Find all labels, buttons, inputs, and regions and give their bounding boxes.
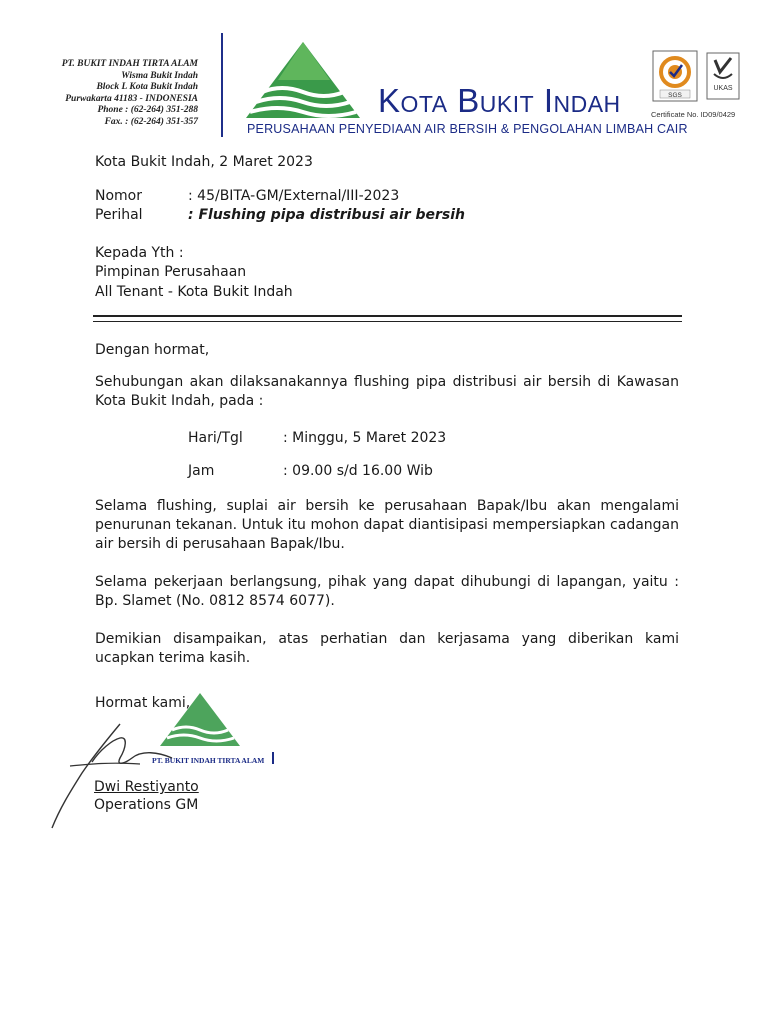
signer-title: Operations GM bbox=[94, 797, 199, 813]
closing-salutation: Hormat kami, bbox=[95, 695, 191, 711]
ukas-text: UKAS bbox=[713, 85, 733, 92]
certificate-number: Certificate No. ID09/0429 bbox=[651, 110, 736, 119]
iso-certification-logo bbox=[652, 50, 698, 102]
recipient-line: Kepada Yth : bbox=[95, 245, 184, 261]
paragraph-closing: Demikian disampaikan, atas perhatian dan kerjasama yang diberikan kami ucapkan terima kasih. bbox=[95, 631, 679, 666]
phone-line: Phone : (62-264) 351-288 bbox=[97, 105, 198, 115]
perihal-label: Perihal bbox=[95, 207, 143, 223]
separator-thick bbox=[93, 315, 682, 317]
jam-value: : 09.00 s/d 16.00 Wib bbox=[283, 463, 433, 479]
company-name: PT. BUKIT INDAH TIRTA ALAM bbox=[61, 59, 198, 69]
brand-name: Kota Bukit Indah bbox=[378, 82, 621, 119]
hari-label: Hari/Tgl bbox=[188, 430, 243, 446]
ukas-logo bbox=[706, 52, 740, 100]
greeting: Dengan hormat, bbox=[95, 342, 210, 358]
handwritten-signature bbox=[40, 718, 190, 833]
perihal-value: : Flushing pipa distribusi air bersih bbox=[188, 207, 466, 223]
hari-value: : Minggu, 5 Maret 2023 bbox=[283, 430, 447, 446]
paragraph-contact: Selama pekerjaan berlangsung, pihak yang dapat dihubungi di lapangan, yaitu : Bp. Slamet (No. 0812 8574 6077). bbox=[95, 574, 679, 609]
paragraph-pressure: Selama flushing, suplai air bersih ke perusahaan Bapak/Ibu akan mengalami penurunan tekanan. Untuk itu mohon dapat diantisipasi mempersiapkan cadangan air bersih di perusahaan Bapak/Ibu. bbox=[95, 498, 679, 552]
recipient-line: All Tenant - Kota Bukit Indah bbox=[95, 284, 293, 300]
recipient-line: Pimpinan Perusahaan bbox=[95, 264, 247, 280]
cert-badge-text: SGS bbox=[668, 92, 682, 99]
address-line: Purwakarta 41183 - INDONESIA bbox=[65, 93, 198, 104]
stamp-company-text: PT. BUKIT INDAH TIRTA ALAM bbox=[152, 756, 265, 765]
place-date: Kota Bukit Indah, 2 Maret 2023 bbox=[95, 154, 313, 170]
kota-bukit-indah-logo bbox=[244, 40, 362, 120]
company-tagline: PERUSAHAAN PENYEDIAAN AIR BERSIH & PENGOLAHAN LIMBAH CAIR bbox=[247, 122, 688, 136]
fax-line: Fax. : (62-264) 351-357 bbox=[104, 116, 198, 127]
address-line: Block L Kota Bukit Indah bbox=[96, 82, 198, 92]
address-line: Wisma Bukit Indah bbox=[121, 70, 198, 81]
nomor-value: : 45/BITA-GM/External/III-2023 bbox=[188, 188, 400, 204]
company-address-block bbox=[20, 59, 198, 128]
separator-thin bbox=[93, 321, 682, 322]
stamp-tick bbox=[272, 752, 274, 764]
nomor-label: Nomor bbox=[95, 188, 142, 204]
signer-name: Dwi Restiyanto bbox=[94, 779, 199, 795]
header-divider bbox=[221, 33, 223, 137]
jam-label: Jam bbox=[188, 463, 215, 479]
paragraph-intro: Sehubungan akan dilaksanakannya flushing pipa distribusi air bersih di Kawasan Kota Bukit Indah, pada : bbox=[95, 374, 679, 409]
